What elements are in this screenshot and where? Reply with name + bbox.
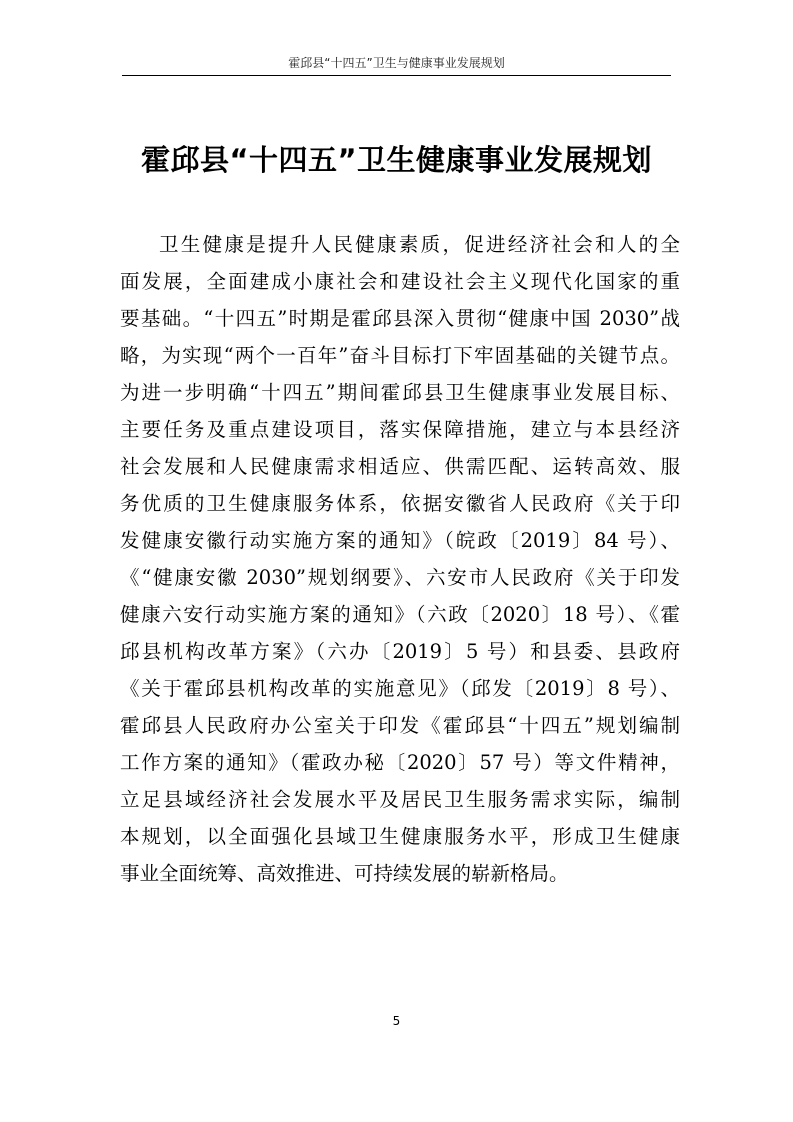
running-header: 霍邱县“十四五”卫生与健康事业发展规划: [288, 56, 505, 70]
paragraph-line: 工作方案的通知》（霍政办秘〔2020〕57 号）等文件精神，: [120, 751, 680, 774]
paragraph-line: 卫生健康是提升人民健康素质，促进经济社会和人的全: [159, 233, 680, 256]
header-rule: [122, 75, 671, 76]
paragraph-line: 发健康安徽行动实施方案的通知》（皖政〔2019〕84 号）、: [120, 529, 680, 552]
paragraph-line: 本规划，以全面强化县域卫生健康服务水平，形成卫生健康: [120, 825, 680, 848]
paragraph-line: 社会发展和人民健康需求相适应、供需匹配、运转高效、服: [120, 455, 680, 478]
paragraph-line: 要基础。“十四五”时期是霍邱县深入贯彻“健康中国 2030”战: [120, 307, 680, 330]
paragraph-line: 主要任务及重点建设项目，落实保障措施，建立与本县经济: [120, 418, 680, 441]
paragraph-line: 立足县域经济社会发展水平及居民卫生服务需求实际，编制: [120, 788, 680, 811]
paragraph-line: 为进一步明确“十四五”期间霍邱县卫生健康事业发展目标、: [120, 381, 680, 404]
body-paragraph: [120, 226, 680, 892]
paragraph-line: 面发展，全面建成小康社会和建设社会主义现代化国家的重: [120, 270, 680, 293]
paragraph-line: 务优质的卫生健康服务体系，依据安徽省人民政府《关于印: [120, 492, 680, 515]
paragraph-line: 事业全面统筹、高效推进、可持续发展的崭新格局。: [120, 862, 569, 885]
paragraph-line: 邱县机构改革方案》（六办〔2019〕5 号）和县委、县政府: [120, 640, 680, 663]
paragraph-line: 《关于霍邱县机构改革的实施意见》（邱发〔2019〕8 号）、: [120, 677, 680, 700]
page-number: 5: [392, 1014, 401, 1028]
paragraph-line: 《“健康安徽 2030”规划纲要》、六安市人民政府《关于印发: [120, 566, 680, 589]
paragraph-line: 健康六安行动实施方案的通知》（六政〔2020〕18 号）、《霍: [120, 603, 680, 626]
document-title: 霍邱县“十四五”卫生健康事业发展规划: [140, 143, 653, 177]
paragraph-line: 霍邱县人民政府办公室关于印发《霍邱县“十四五”规划编制: [120, 714, 680, 737]
paragraph-line: 略，为实现“两个一百年”奋斗目标打下牢固基础的关键节点。: [120, 344, 680, 367]
